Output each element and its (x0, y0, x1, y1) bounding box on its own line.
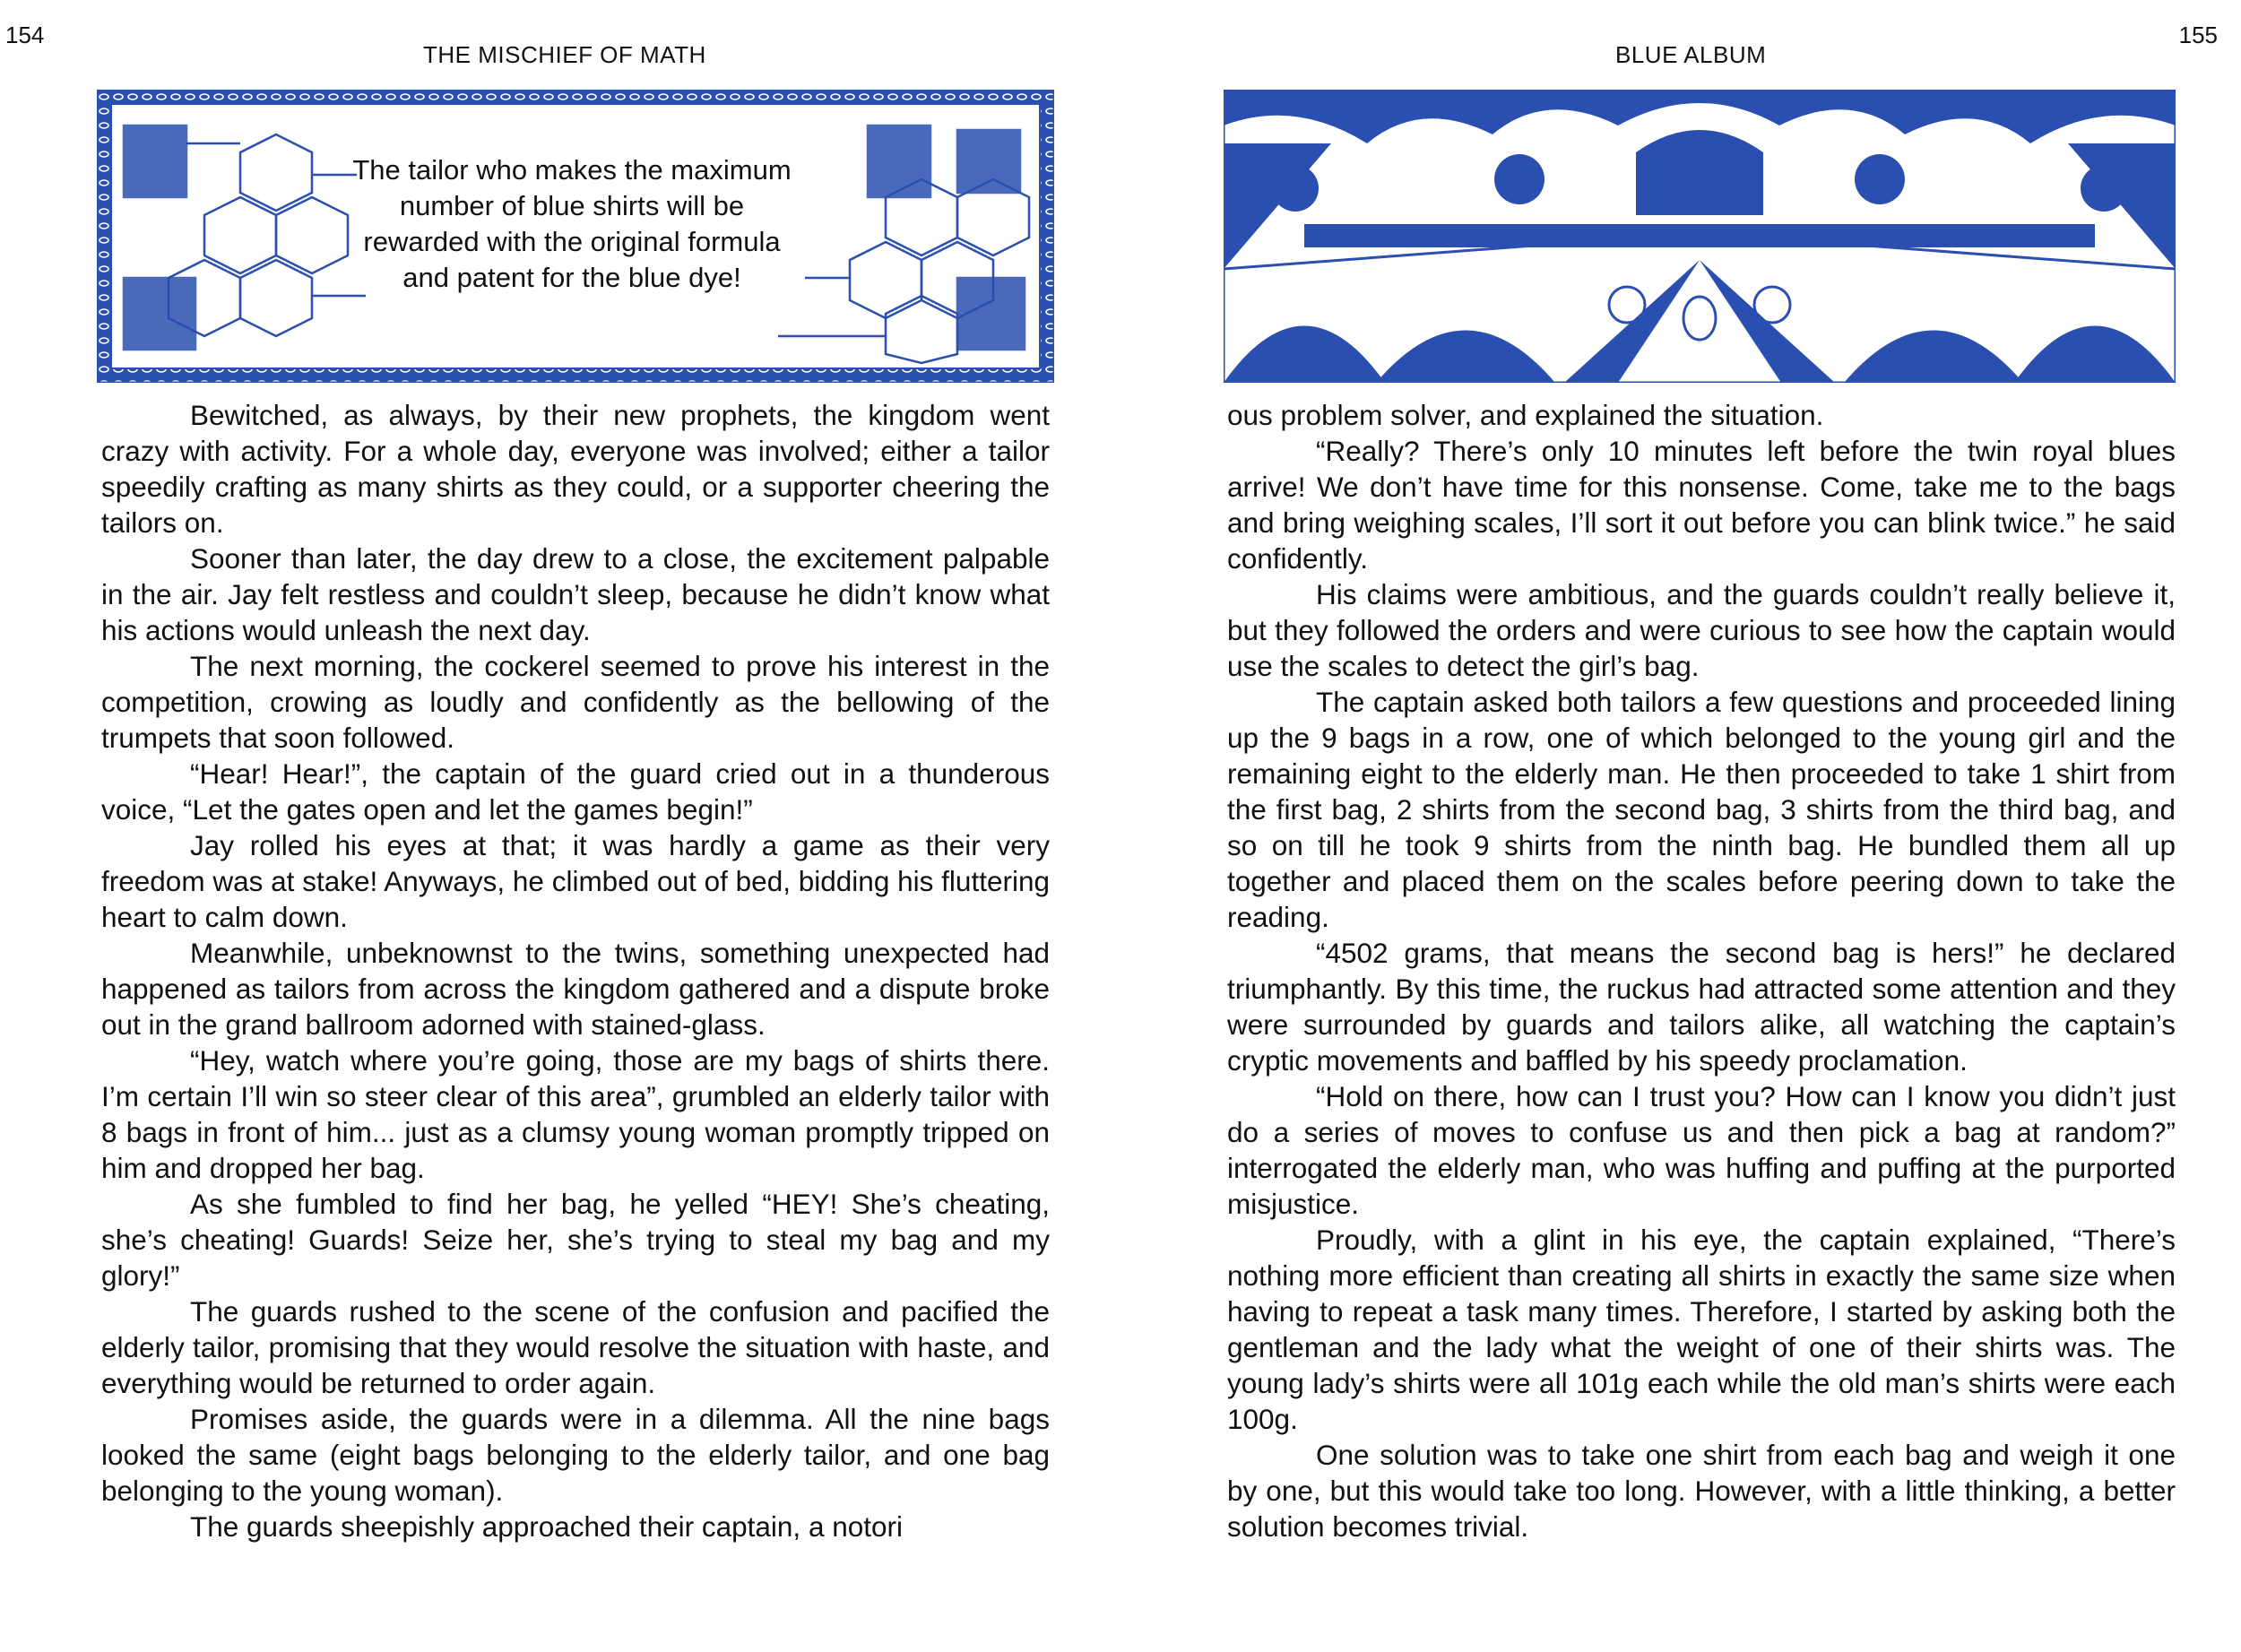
running-head-right: BLUE ALBUM (1615, 41, 1767, 68)
paragraph: One solution was to take one shirt from each bag and weigh it one by one, but this would take too long. However, with a little thinking, a better solution becomes trivial. (1227, 1439, 2176, 1543)
paragraph: The guards rushed to the scene of the confusion and pacified the elderly tailor, promising that they would resolve the situation with haste, and everything would be returned to order again. (101, 1295, 1050, 1399)
callout-text: The tailor who makes the maximum number of blue shirts will be rewarded with the original formula and patent for the blue dye! (352, 154, 792, 293)
paragraph: Meanwhile, unbeknownst to the twins, something unexpected had happened as tailors from across the kingdom gathered and a dispute broke out in the grand ballroom adorned with stained-glass. (101, 937, 1050, 1041)
paragraph: Promises aside, the guards were in a dilemma. All the nine bags looked the same (eight bags belonging to the elderly tailor, and one bag belonging to the young woman). (101, 1403, 1050, 1507)
paragraph: “Really? There’s only 10 minutes left before the twin royal blues arrive! We don’t have time for this nonsense. Come, take me to the bags and bring weighing scales, I’ll sort it out before you can blink twice.” he said confidently. (1227, 435, 2176, 575)
paragraph: Jay rolled his eyes at that; it was hardly a game as their very freedom was at stake! Anyways, he climbed out of bed, bidding his fluttering heart to calm down. (101, 829, 1050, 933)
page-number-left: 154 (5, 22, 45, 48)
paragraph: Bewitched, as always, by their new prophets, the kingdom went crazy with activity. For a whole day, everyone was involved; either a tailor speedily crafting as many shirts as they could, or a supporter cheering the tailors on. (101, 399, 1050, 539)
paragraph: His claims were ambitious, and the guards couldn’t really believe it, but they followed the orders and were curious to see how the captain would use the scales to detect the girl’s bag. (1227, 578, 2176, 682)
paragraph: “4502 grams, that means the second bag is hers!” he declared triumphantly. By this time, the ruckus had attracted some attention and they were surrounded by guards and tailors alike, all watching the captain’s cryptic movements and baffled by his speedy proclamation. (1227, 937, 2176, 1077)
paragraph: “Hey, watch where you’re going, those are my bags of shirts there. I’m certain I’ll win so steer clear of this area”, grumbled an elderly tailor with 8 bags in front of him... just as a clumsy young woman promptly tripped on him and dropped her bag. (101, 1044, 1050, 1184)
running-head-left: THE MISCHIEF OF MATH (423, 41, 706, 68)
paragraph: The guards sheepishly approached their captain, a notori (190, 1510, 904, 1543)
decorative-callout-box (97, 90, 1054, 383)
paragraph: Sooner than later, the day drew to a close, the excitement palpable in the air. Jay felt restless and couldn’t sleep, because he didn’t know what his actions would unleash the next day. (101, 542, 1050, 646)
paragraph: As she fumbled to find her bag, he yelled “HEY! She’s cheating, she’s cheating! Guards! Seize her, she’s trying to steal my bag and my glory!” (101, 1188, 1050, 1292)
paragraph: ous problem solver, and explained the situation. (1227, 399, 1824, 431)
left-page-body (101, 397, 1050, 1544)
paragraph: “Hold on there, how can I trust you? How can I know you didn’t just do a series of moves to confuse us and then pick a bag at random?” interrogated the elderly man, who was huffing and puffing at the purported misjustice. (1227, 1080, 2176, 1220)
paragraph: The captain asked both tailors a few questions and proceeded lining up the 9 bags in a row, one of which belonged to the young girl and the remaining eight to the elderly man. He then proceeded to take 1 shirt from the first bag, 2 shirts from the second bag, 3 shirts from the third bag, and so on till he took 9 shirts from the ninth bag. He bundled them all up together and placed them on the scales before peering down to take the reading. (1227, 686, 2176, 933)
stained-glass-illustration (1224, 90, 2176, 383)
right-page-body (1227, 397, 2176, 1544)
page-number-right: 155 (2178, 22, 2218, 48)
paragraph: “Hear! Hear!”, the captain of the guard cried out in a thunderous voice, “Let the gates open and let the games begin!” (101, 757, 1050, 826)
paragraph: Proudly, with a glint in his eye, the captain explained, “There’s nothing more efficient than creating all shirts in exactly the same size when having to repeat a task many times. Therefore, I started by asking both the gentleman and the lady what the weight of one of their shirts was. The young lady’s shirts were all 101g each while the old man’s shirts were each 100g. (1227, 1224, 2176, 1435)
paragraph: The next morning, the cockerel seemed to prove his interest in the competition, crowing as loudly and confidently as the bellowing of the trumpets that soon followed. (101, 650, 1050, 754)
